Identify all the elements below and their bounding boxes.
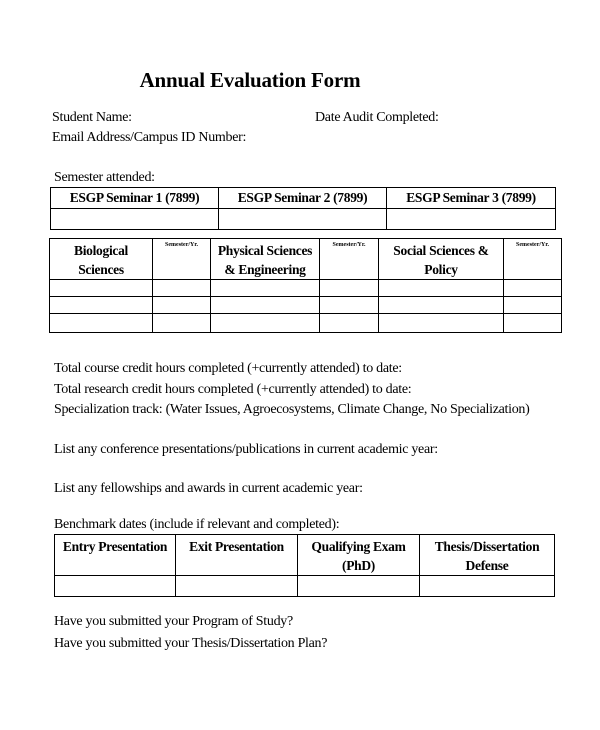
conference-presentations-label: List any conference presentations/publications in current academic year: bbox=[54, 442, 438, 457]
courses-row bbox=[50, 297, 562, 314]
course-cell[interactable] bbox=[504, 314, 562, 333]
thesis-defense-header: Thesis/Dissertation Defense bbox=[420, 535, 555, 576]
semester-yr-header-3: Semester/Yr. bbox=[504, 239, 562, 280]
exit-presentation-header: Exit Presentation bbox=[176, 535, 298, 576]
entry-presentation-header: Entry Presentation bbox=[55, 535, 176, 576]
course-cell[interactable] bbox=[50, 297, 153, 314]
program-of-study-question: Have you submitted your Program of Study? bbox=[54, 614, 293, 629]
seminar-entry-row bbox=[51, 209, 556, 230]
course-cell[interactable] bbox=[320, 297, 379, 314]
qualifying-exam-date-cell[interactable] bbox=[298, 576, 420, 597]
research-credit-hours-label: Total research credit hours completed (+currently attended) to date: bbox=[54, 382, 412, 397]
course-cell[interactable] bbox=[379, 297, 504, 314]
semester-attended-label: Semester attended: bbox=[54, 170, 155, 185]
thesis-plan-question: Have you submitted your Thesis/Dissertation Plan? bbox=[54, 636, 328, 651]
fellowships-awards-label: List any fellowships and awards in current academic year: bbox=[54, 481, 363, 496]
course-cell[interactable] bbox=[504, 297, 562, 314]
course-cell[interactable] bbox=[50, 314, 153, 333]
course-cell[interactable] bbox=[504, 280, 562, 297]
entry-presentation-date-cell[interactable] bbox=[55, 576, 176, 597]
exit-presentation-date-cell[interactable] bbox=[176, 576, 298, 597]
benchmark-header-row bbox=[55, 535, 555, 576]
thesis-defense-date-cell[interactable] bbox=[420, 576, 555, 597]
courses-header-row bbox=[50, 239, 562, 280]
form-title: Annual Evaluation Form bbox=[139, 68, 361, 92]
qualifying-exam-header: Qualifying Exam (PhD) bbox=[298, 535, 420, 576]
seminar-2-header: ESGP Seminar 2 (7899) bbox=[219, 188, 387, 209]
specialization-track-label: Specialization track: (Water Issues, Agroecosystems, Climate Change, No Specialization) bbox=[54, 402, 530, 417]
courses-table bbox=[49, 238, 562, 333]
course-cell[interactable] bbox=[379, 280, 504, 297]
courses-row bbox=[50, 314, 562, 333]
seminar-3-cell[interactable] bbox=[387, 209, 556, 230]
course-cell[interactable] bbox=[211, 280, 320, 297]
seminar-1-cell[interactable] bbox=[51, 209, 219, 230]
social-sciences-header: Social Sciences & Policy bbox=[379, 239, 504, 280]
benchmark-table bbox=[54, 534, 555, 597]
biological-sciences-header: Biological Sciences bbox=[50, 239, 153, 280]
course-cell[interactable] bbox=[153, 297, 211, 314]
course-cell[interactable] bbox=[320, 314, 379, 333]
seminar-1-header: ESGP Seminar 1 (7899) bbox=[51, 188, 219, 209]
seminar-2-cell[interactable] bbox=[219, 209, 387, 230]
seminar-table bbox=[50, 187, 556, 230]
student-name-label: Student Name: bbox=[52, 110, 132, 125]
course-cell[interactable] bbox=[50, 280, 153, 297]
seminar-header-row bbox=[51, 188, 556, 209]
course-cell[interactable] bbox=[379, 314, 504, 333]
course-cell[interactable] bbox=[153, 314, 211, 333]
date-audit-label: Date Audit Completed: bbox=[315, 110, 439, 125]
physical-sciences-header: Physical Sciences & Engineering bbox=[211, 239, 320, 280]
semester-yr-header-2: Semester/Yr. bbox=[320, 239, 379, 280]
course-cell[interactable] bbox=[211, 297, 320, 314]
email-label: Email Address/Campus ID Number: bbox=[52, 130, 247, 145]
semester-yr-header-1: Semester/Yr. bbox=[153, 239, 211, 280]
course-cell[interactable] bbox=[153, 280, 211, 297]
course-cell[interactable] bbox=[320, 280, 379, 297]
courses-row bbox=[50, 280, 562, 297]
course-cell[interactable] bbox=[211, 314, 320, 333]
benchmark-entry-row bbox=[55, 576, 555, 597]
benchmark-dates-label: Benchmark dates (include if relevant and completed): bbox=[54, 517, 340, 532]
course-credit-hours-label: Total course credit hours completed (+currently attended) to date: bbox=[54, 361, 402, 376]
seminar-3-header: ESGP Seminar 3 (7899) bbox=[387, 188, 556, 209]
